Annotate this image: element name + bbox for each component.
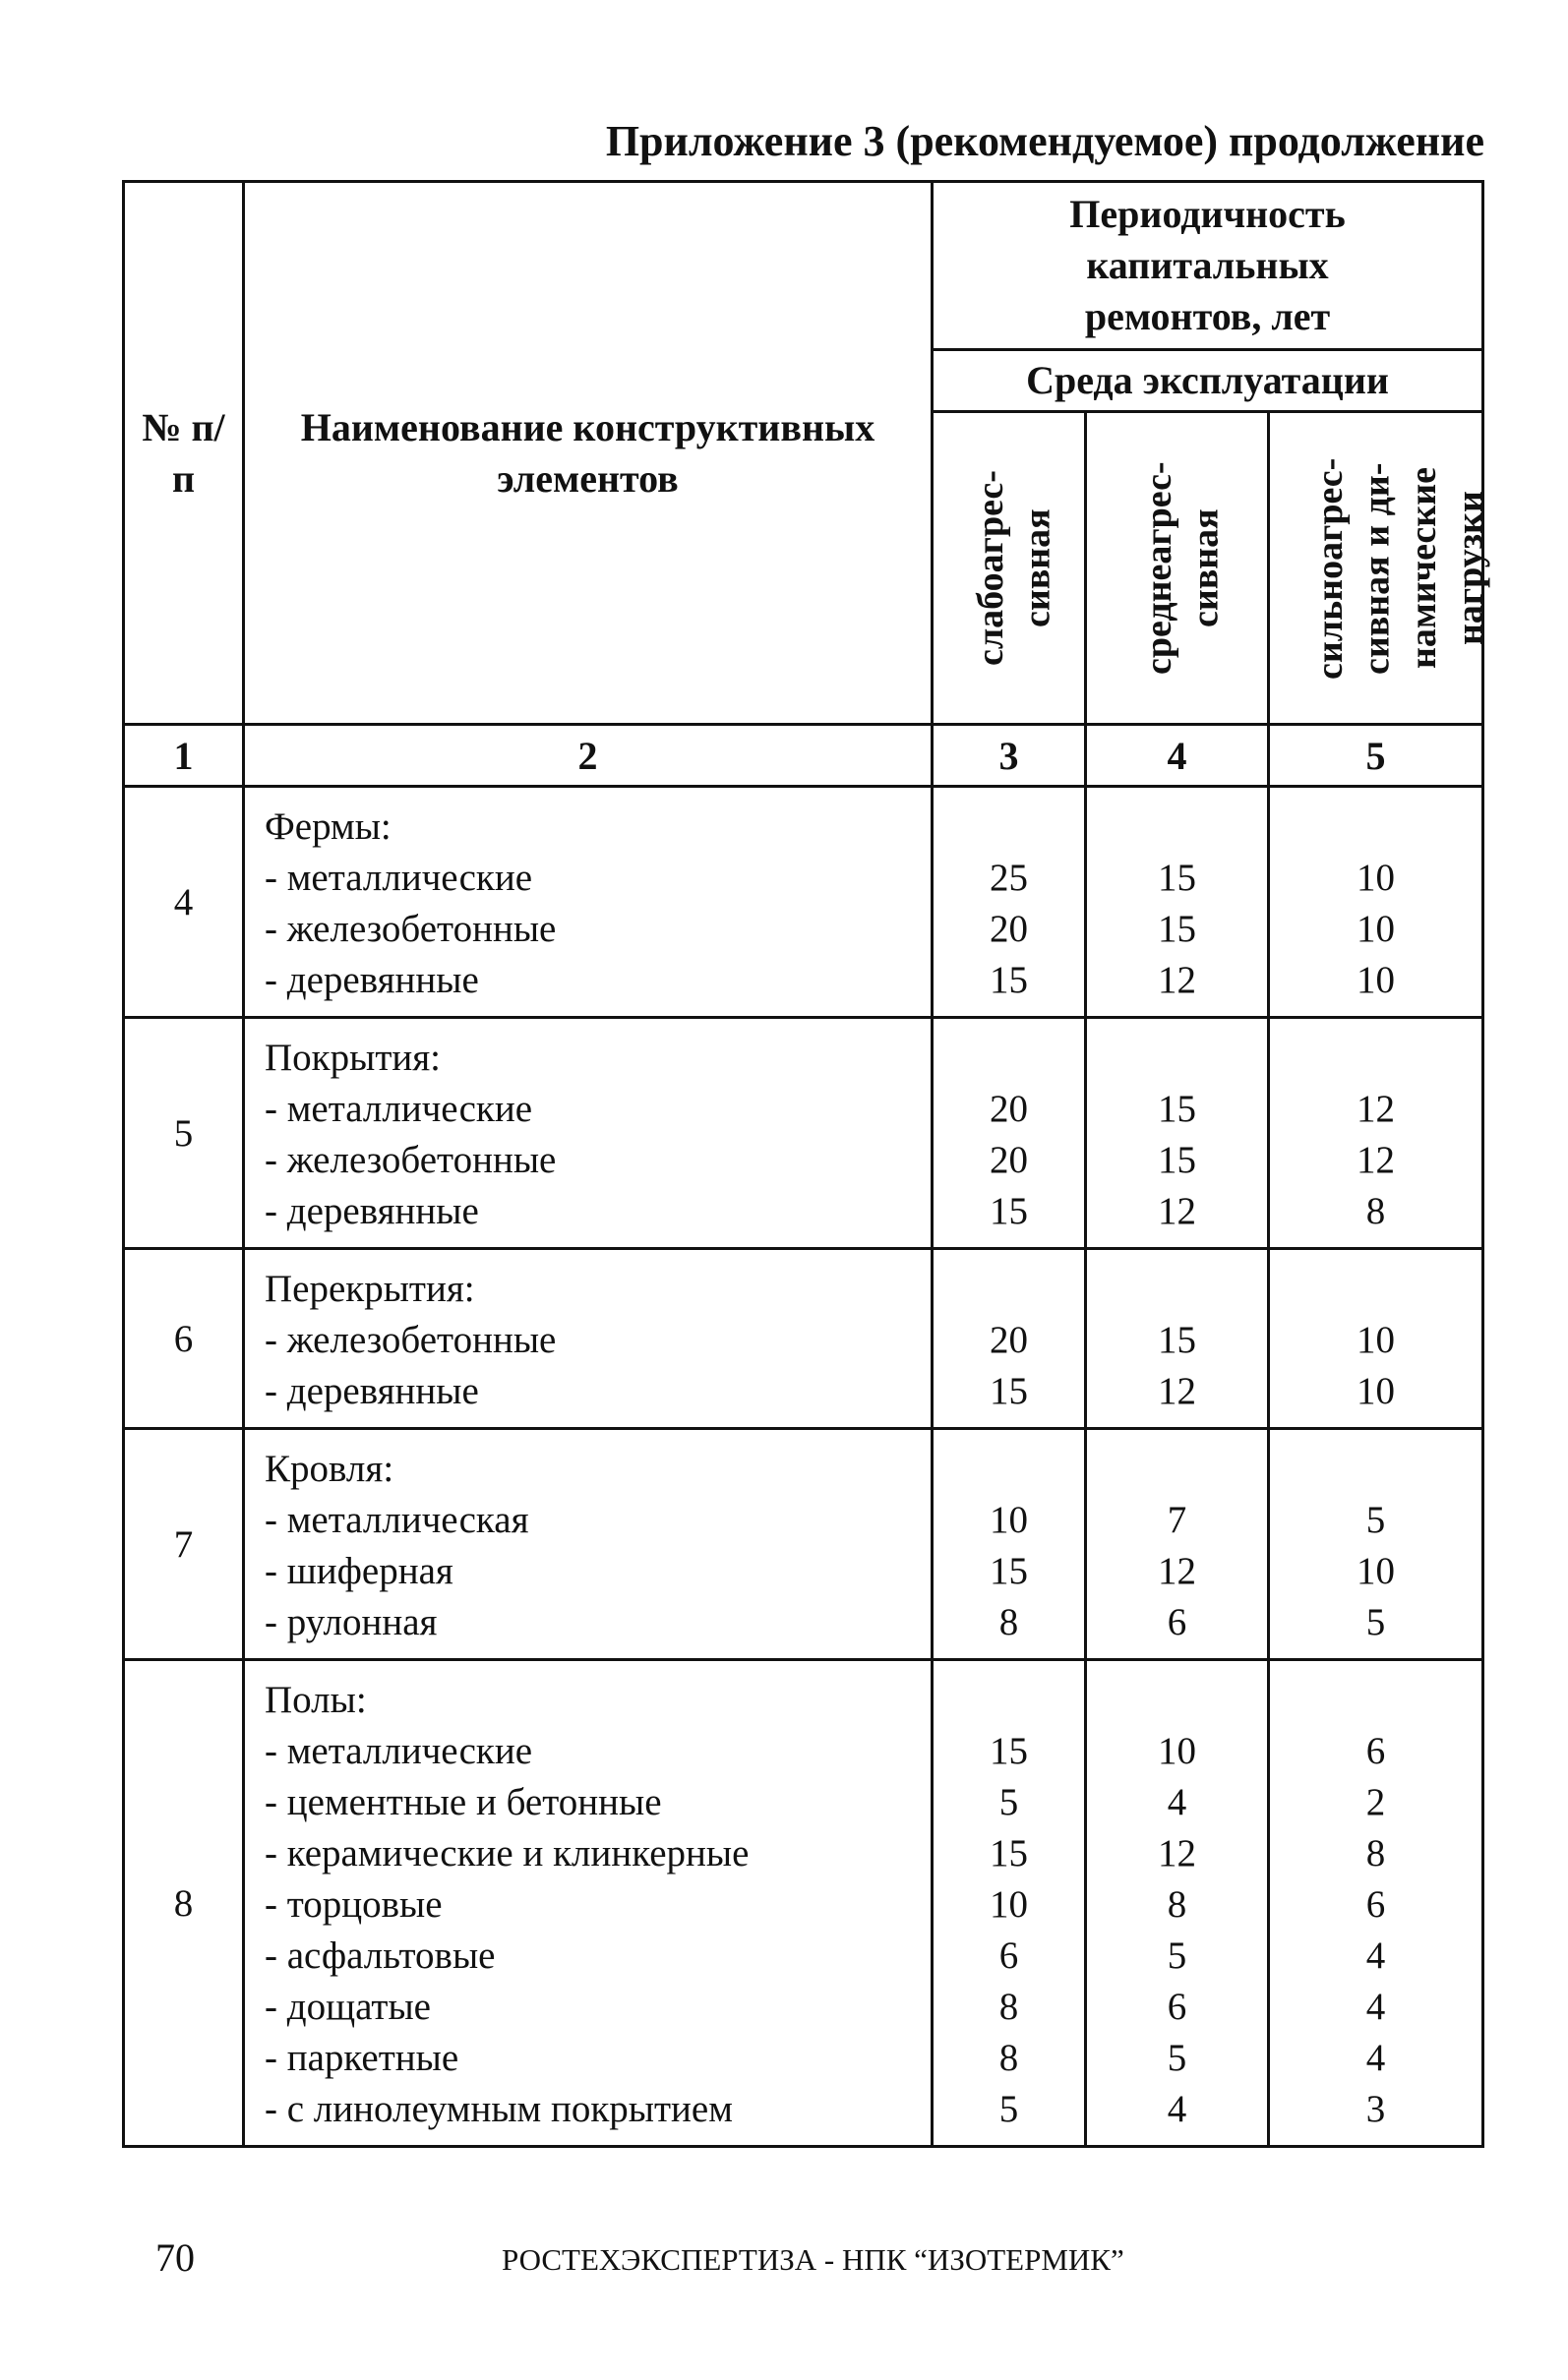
period-values: [1269, 1018, 1483, 1249]
period-value: 6: [1167, 1986, 1187, 2028]
table-row: [124, 1018, 1483, 1249]
period-value: 5: [1167, 2037, 1187, 2079]
period-value: 8: [998, 1986, 1019, 2028]
element-name: - деревянные: [265, 1190, 479, 1232]
page-header: Приложение 3 (рекомендуемое) продолжение: [605, 117, 1484, 165]
period-value: 10: [1357, 959, 1395, 1001]
header-env-medium: [1086, 412, 1269, 725]
period-value: 15: [1158, 908, 1196, 950]
title-spacer: [1087, 1264, 1267, 1315]
period-values: [933, 787, 1086, 1018]
period-values: [1086, 1018, 1269, 1249]
period-values: [1086, 787, 1269, 1018]
period-value: 15: [990, 959, 1028, 1001]
title-spacer: [934, 1033, 1084, 1084]
header-num: № п/п: [124, 182, 244, 725]
period-values: [1269, 1249, 1483, 1429]
element-name: - металлические: [265, 1088, 533, 1130]
period-value: 5: [1365, 1499, 1386, 1541]
period-value: 20: [990, 908, 1028, 950]
period-value: 10: [990, 1883, 1028, 1926]
period-values: [1086, 1429, 1269, 1660]
period-value: 5: [1167, 1934, 1187, 1977]
element-names: [244, 1660, 933, 2147]
period-value: 10: [1357, 1550, 1395, 1592]
title-spacer: [1270, 1444, 1481, 1495]
period-value: 10: [1357, 1319, 1395, 1361]
table-row: [124, 1429, 1483, 1660]
col-number: 3: [933, 725, 1086, 787]
title-spacer: [1087, 1033, 1267, 1084]
title-spacer: [1270, 1264, 1481, 1315]
row-number: 5: [124, 1018, 244, 1249]
element-name: - железобетонные: [265, 908, 557, 950]
row-number: 6: [124, 1249, 244, 1429]
period-value: 15: [990, 1550, 1028, 1592]
element-name: - керамические и клинкерные: [265, 1832, 750, 1874]
header-env-strong: [1269, 412, 1490, 725]
publisher-footer: РОСТЕХЭКСПЕРТИЗА - НПК “ИЗОТЕРМИК”: [502, 2242, 1124, 2277]
period-value: 6: [1365, 1730, 1386, 1772]
element-names: [244, 1249, 933, 1429]
period-values: [933, 1249, 1086, 1429]
period-value: 5: [998, 1781, 1019, 1823]
period-value: 10: [1357, 908, 1395, 950]
period-value: 20: [990, 1088, 1028, 1130]
element-name: - торцовые: [265, 1883, 443, 1926]
period-value: 4: [1365, 2037, 1386, 2079]
element-name: - асфальтовые: [265, 1934, 496, 1977]
period-value: 3: [1365, 2088, 1386, 2130]
table-row: [124, 787, 1483, 1018]
period-values: [1086, 1249, 1269, 1429]
period-value: 15: [1158, 1139, 1196, 1181]
period-values: [933, 1018, 1086, 1249]
period-values: [1269, 1429, 1483, 1660]
element-name: - дощатые: [265, 1986, 431, 2028]
env-weak-label: слабоагрес-сивная: [969, 470, 1057, 666]
period-value: 12: [1158, 1832, 1196, 1874]
title-spacer: [1087, 1675, 1267, 1726]
period-value: 8: [1365, 1832, 1386, 1874]
period-value: 2: [1365, 1781, 1386, 1823]
period-value: 15: [1158, 1319, 1196, 1361]
title-spacer: [934, 1675, 1084, 1726]
header-env-weak: [933, 412, 1086, 725]
element-names: [244, 787, 933, 1018]
period-value: 12: [1357, 1088, 1395, 1130]
period-value: 12: [1158, 1190, 1196, 1232]
period-values: [933, 1429, 1086, 1660]
period-value: 6: [1365, 1883, 1386, 1926]
title-spacer: [1270, 1675, 1481, 1726]
period-values: [933, 1660, 1086, 2147]
period-value: 8: [998, 1601, 1019, 1643]
element-name: - с линолеумным покрытием: [265, 2088, 733, 2130]
period-values: [1269, 787, 1483, 1018]
title-spacer: [934, 802, 1084, 853]
element-name: - железобетонные: [265, 1319, 557, 1361]
period-value: 12: [1158, 1370, 1196, 1412]
period-value: 15: [990, 1730, 1028, 1772]
table-row: [124, 1249, 1483, 1429]
title-spacer: [1087, 1444, 1267, 1495]
element-name: - железобетонные: [265, 1139, 557, 1181]
period-value: 8: [1167, 1883, 1187, 1926]
period-value: 10: [990, 1499, 1028, 1541]
period-value: 4: [1365, 1934, 1386, 1977]
element-name: - шиферная: [265, 1550, 453, 1592]
table-row: [124, 1660, 1483, 2147]
group-title: Кровля:: [265, 1448, 394, 1490]
element-name: - рулонная: [265, 1601, 438, 1643]
page-number: 70: [155, 2235, 195, 2280]
period-value: 4: [1167, 2088, 1187, 2130]
element-name: - металлическая: [265, 1499, 529, 1541]
title-spacer: [934, 1264, 1084, 1315]
period-value: 15: [990, 1190, 1028, 1232]
col-number: 2: [244, 725, 933, 787]
group-title: Полы:: [265, 1679, 367, 1721]
header-name: Наименование конструктивных элементов: [244, 182, 933, 725]
col-number: 5: [1269, 725, 1483, 787]
title-spacer: [1087, 802, 1267, 853]
column-number-row: [124, 725, 1483, 787]
element-names: [244, 1018, 933, 1249]
header-environment: Среда эксплуатации: [933, 350, 1483, 412]
element-name: - цементные и бетонные: [265, 1781, 662, 1823]
element-name: - металлические: [265, 1730, 533, 1772]
element-name: - деревянные: [265, 959, 479, 1001]
element-name: - деревянные: [265, 1370, 479, 1412]
env-strong-label: сильноагрес-сивная и ди-намические нагрузки: [1308, 456, 1490, 680]
title-spacer: [934, 1444, 1084, 1495]
period-value: 12: [1158, 1550, 1196, 1592]
element-name: - металлические: [265, 857, 533, 899]
period-value: 10: [1158, 1730, 1196, 1772]
period-value: 5: [998, 2088, 1019, 2130]
period-value: 7: [1167, 1499, 1187, 1541]
period-value: 6: [998, 1934, 1019, 1977]
period-value: 6: [1167, 1601, 1187, 1643]
element-names: [244, 1429, 933, 1660]
env-medium-label: среднеагрес-сивная: [1137, 461, 1226, 675]
period-value: 4: [1167, 1781, 1187, 1823]
element-name: - паркетные: [265, 2037, 459, 2079]
group-title: Перекрытия:: [265, 1268, 475, 1310]
period-value: 15: [1158, 857, 1196, 899]
period-value: 5: [1365, 1601, 1386, 1643]
period-value: 15: [990, 1370, 1028, 1412]
period-value: 20: [990, 1139, 1028, 1181]
period-values: [1086, 1660, 1269, 2147]
group-title: Фермы:: [265, 805, 392, 848]
row-number: 8: [124, 1660, 244, 2147]
period-value: 10: [1357, 1370, 1395, 1412]
period-value: 4: [1365, 1986, 1386, 2028]
period-value: 12: [1357, 1139, 1395, 1181]
title-spacer: [1270, 802, 1481, 853]
group-title: Покрытия:: [265, 1037, 442, 1079]
period-value: 15: [990, 1832, 1028, 1874]
maintenance-table: [122, 180, 1490, 2148]
period-value: 20: [990, 1319, 1028, 1361]
period-value: 25: [990, 857, 1028, 899]
header-period: Периодичность капитальных ремонтов, лет: [933, 182, 1483, 350]
period-value: 15: [1158, 1088, 1196, 1130]
col-number: 1: [124, 725, 244, 787]
row-number: 4: [124, 787, 244, 1018]
period-value: 10: [1357, 857, 1395, 899]
period-value: 8: [998, 2037, 1019, 2079]
period-value: 8: [1365, 1190, 1386, 1232]
title-spacer: [1270, 1033, 1481, 1084]
row-number: 7: [124, 1429, 244, 1660]
col-number: 4: [1086, 725, 1269, 787]
period-value: 12: [1158, 959, 1196, 1001]
period-values: [1269, 1660, 1483, 2147]
